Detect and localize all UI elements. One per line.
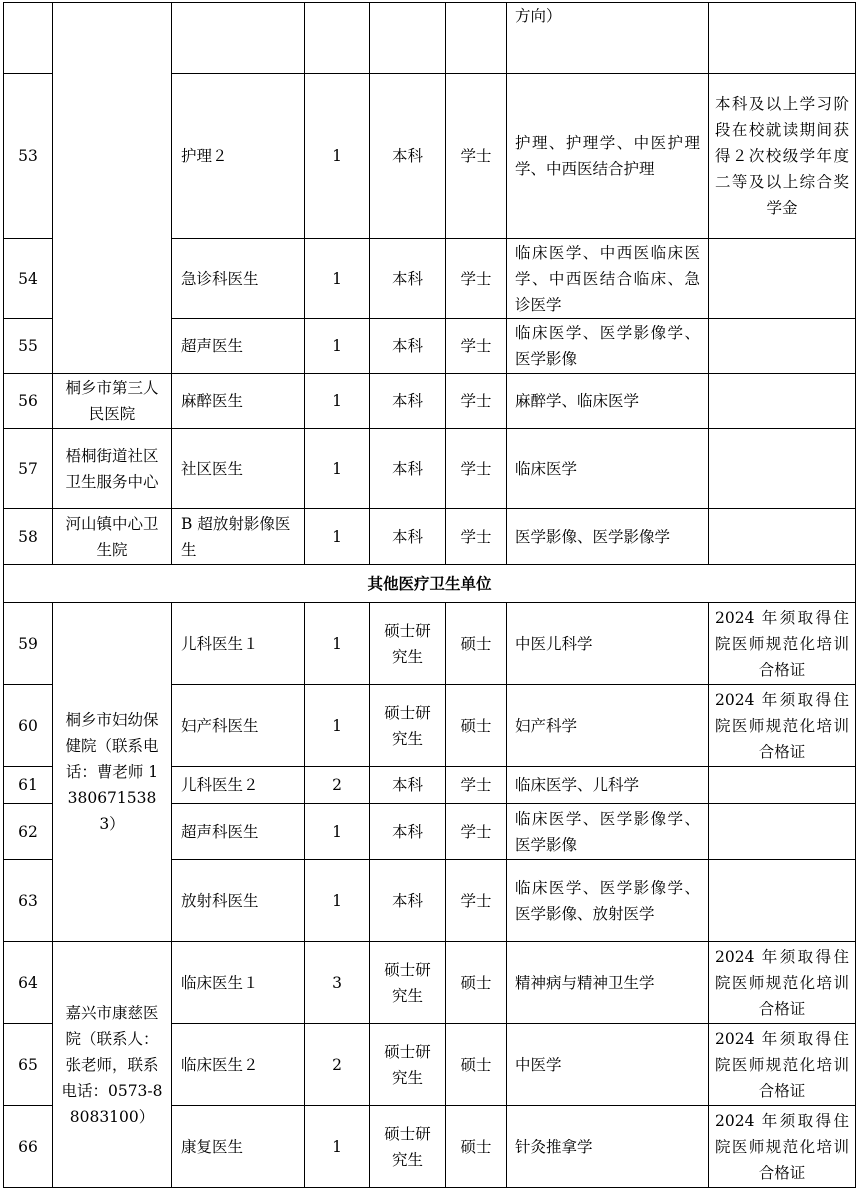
cell-education: 本科 [370,860,446,942]
cell-no: 64 [4,942,53,1024]
cell-degree: 学士 [446,509,507,565]
cell-post: 儿科医生１ [172,603,305,685]
cell-remark: 2024 年须取得住院医师规范化培训合格证 [709,603,856,685]
cell-degree: 硕士 [446,685,507,767]
cell-remark [709,509,856,565]
cell-major: 针灸推拿学 [507,1106,709,1188]
cell-no: 56 [4,374,53,429]
cell-unit: 梧桐街道社区卫生服务中心 [53,429,172,509]
cell-major: 临床医学、医学影像学、医学影像 [507,804,709,860]
cell-major: 妇产科学 [507,685,709,767]
cell-major: 临床医学、医学影像学、医学影像 [507,319,709,374]
table-row [4,374,856,429]
cell-remark [709,374,856,429]
cell-remark: 2024 年须取得住院医师规范化培训合格证 [709,685,856,767]
cell-remark [709,3,856,74]
cell-remark: 2024 年须取得住院医师规范化培训合格证 [709,1024,856,1106]
cell-no: 57 [4,429,53,509]
cell-count: 1 [305,804,370,860]
cell-no: 63 [4,860,53,942]
cell-major: 中医儿科学 [507,603,709,685]
cell-unit: 桐乡市第三人民医院 [53,374,172,429]
cell-education: 硕士研究生 [370,603,446,685]
cell-unit: 河山镇中心卫生院 [53,509,172,565]
cell-count: 1 [305,374,370,429]
cell-degree: 学士 [446,239,507,319]
cell-no: 53 [4,74,53,239]
section-title: 其他医疗卫生单位 [4,565,856,603]
cell-post: 社区医生 [172,429,305,509]
cell-education: 本科 [370,74,446,239]
cell-no: 66 [4,1106,53,1188]
cell-remark [709,767,856,804]
cell-degree: 学士 [446,374,507,429]
cell-major: 精神病与精神卫生学 [507,942,709,1024]
cell-post: 超声科医生 [172,804,305,860]
cell-remark [709,319,856,374]
cell-remark: 2024 年须取得住院医师规范化培训合格证 [709,1106,856,1188]
cell-count: 1 [305,239,370,319]
cell-remark [709,860,856,942]
cell-remark: 本科及以上学习阶段在校就读期间获得２次校级学年度二等及以上综合奖学金 [709,74,856,239]
cell-no: 65 [4,1024,53,1106]
cell-no: 55 [4,319,53,374]
cell-post: 康复医生 [172,1106,305,1188]
cell-education: 硕士研究生 [370,1024,446,1106]
cell-no [4,3,53,74]
cell-major: 临床医学 [507,429,709,509]
cell-degree: 硕士 [446,1024,507,1106]
continuation-row [4,3,856,74]
cell-no: 54 [4,239,53,319]
cell-education: 本科 [370,767,446,804]
cell-post: 放射科医生 [172,860,305,942]
cell-count: 1 [305,860,370,942]
cell-count: 1 [305,1106,370,1188]
cell-degree: 学士 [446,860,507,942]
cell-education: 硕士研究生 [370,685,446,767]
cell-major: 临床医学、儿科学 [507,767,709,804]
cell-no: 60 [4,685,53,767]
cell-major: 临床医学、医学影像学、医学影像、放射医学 [507,860,709,942]
cell-degree: 学士 [446,429,507,509]
table-row [4,942,856,1024]
cell-count: 1 [305,429,370,509]
cell-major: 护理、护理学、中医护理学、中西医结合护理 [507,74,709,239]
cell-degree: 学士 [446,319,507,374]
cell-degree: 硕士 [446,942,507,1024]
cell-education: 本科 [370,804,446,860]
table-row [4,429,856,509]
cell-education [370,3,446,74]
cell-count: 1 [305,319,370,374]
cell-degree: 学士 [446,74,507,239]
cell-post: 儿科医生２ [172,767,305,804]
cell-no: 59 [4,603,53,685]
cell-remark [709,239,856,319]
table-row [4,603,856,685]
cell-remark: 2024 年须取得住院医师规范化培训合格证 [709,942,856,1024]
cell-post: 超声医生 [172,319,305,374]
cell-count: 1 [305,685,370,767]
cell-unit-maternal: 桐乡市妇幼保健院（联系电话：曹老师 13806715383） [53,603,172,942]
cell-count: 2 [305,1024,370,1106]
cell-remark [709,804,856,860]
cell-education: 硕士研究生 [370,1106,446,1188]
cell-education: 本科 [370,429,446,509]
cell-post: 麻醉医生 [172,374,305,429]
cell-post: 急诊科医生 [172,239,305,319]
cell-count: 1 [305,509,370,565]
cell-post: 护理２ [172,74,305,239]
cell-post [172,3,305,74]
cell-count: 2 [305,767,370,804]
table-row [4,509,856,565]
cell-education: 本科 [370,239,446,319]
cell-degree: 硕士 [446,603,507,685]
cell-unit-merged [53,3,172,374]
cell-count [305,3,370,74]
section-header-row [4,565,856,603]
cell-education: 硕士研究生 [370,942,446,1024]
cell-major: 临床医学、中西医临床医学、中西医结合临床、急诊医学 [507,239,709,319]
cell-degree: 硕士 [446,1106,507,1188]
cell-degree: 学士 [446,767,507,804]
cell-count: 1 [305,603,370,685]
cell-major: 方向） [507,3,709,74]
cell-education: 本科 [370,509,446,565]
cell-major: 麻醉学、临床医学 [507,374,709,429]
cell-unit-kangci: 嘉兴市康慈医院（联系人：张老师，联系电话：0573-88083100） [53,942,172,1188]
cell-no: 58 [4,509,53,565]
cell-education: 本科 [370,374,446,429]
cell-post: 妇产科医生 [172,685,305,767]
cell-post: 临床医生２ [172,1024,305,1106]
cell-post: 临床医生１ [172,942,305,1024]
cell-count: 1 [305,74,370,239]
cell-degree: 学士 [446,804,507,860]
cell-major: 医学影像、医学影像学 [507,509,709,565]
cell-no: 61 [4,767,53,804]
cell-major: 中医学 [507,1024,709,1106]
cell-no: 62 [4,804,53,860]
cell-post: B 超放射影像医生 [172,509,305,565]
recruitment-table [3,2,856,1188]
cell-degree [446,3,507,74]
cell-education: 本科 [370,319,446,374]
cell-remark [709,429,856,509]
cell-count: 3 [305,942,370,1024]
